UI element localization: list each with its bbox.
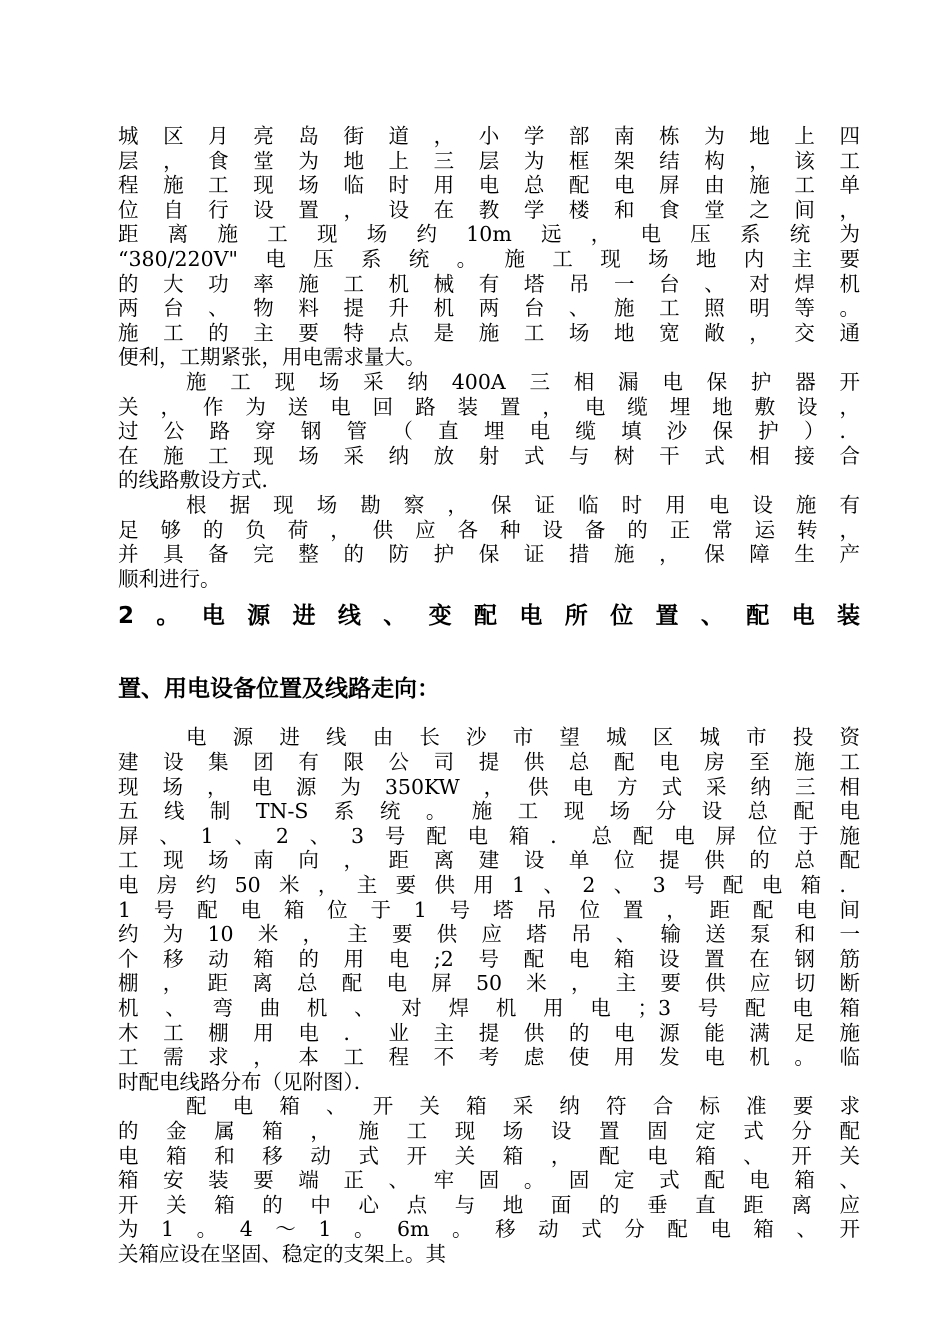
text-line: 施工的主要特点是施工场地宽敞，交通 (118, 320, 860, 345)
text-line: 顺利进行。 (118, 566, 221, 591)
text-line: 电箱和移动式开关箱，配电箱、开关 (118, 1143, 860, 1168)
text-line: 约为10米，主要供应塔吊、输送泵和一 (118, 922, 860, 947)
text-line: 城区月亮岛街道，小学部南栋为地上四 (118, 124, 860, 148)
text-line: 箱安装要端正、牢固。固定式配电箱、 (118, 1168, 860, 1193)
text-line: 关箱应设在坚固、稳定的支架上。其 (118, 1241, 446, 1266)
text-line: 机、弯曲机、对焊机用电；3号配电箱 (118, 996, 860, 1020)
text-line: 距离施工现场约10m远，电压系统为 (118, 222, 860, 247)
text-line: 在施工现场采纳放射式与树干式相接合 (118, 443, 860, 468)
heading-line-1: 2。电源进线、变配电所位置、配电装 (118, 603, 860, 630)
document-body (118, 124, 860, 1267)
text-line: 木工棚用电．业主提供的电源能满足施 (118, 1020, 860, 1045)
text-line: 为1。4～1。6m。移动式分配电箱、开 (118, 1217, 860, 1242)
text-line: 工需求，本工程不考虑使用发电机。临 (118, 1045, 860, 1070)
section-heading (118, 604, 860, 701)
text-line: 时配电线路分布（见附图）． (118, 1069, 375, 1094)
text-line: 个移动箱的用电;2号配电箱设置在钢筋 (118, 946, 860, 971)
text-line: 开关箱的中心点与地面的垂直距离应 (118, 1192, 860, 1217)
text-line: 位自行设置，设在教学楼和食堂之间， (118, 197, 860, 222)
text-line: 的大功率施工机械有塔吊一台、对焊机 (118, 271, 860, 296)
text-line: 1号配电箱位于1号塔吊位置，距配电间 (118, 897, 860, 922)
text-line: 层，食堂为地上三层为框架结构，该工 (118, 148, 860, 173)
text-line: 建设集团有限公司提供总配电房至施工 (118, 750, 860, 775)
text-line: 过公路穿钢管（直埋电缆填沙保护）． (118, 419, 860, 444)
text-line: 根据现场勘察，保证临时用电设施有 (186, 492, 860, 517)
text-line: 棚，距离总配电屏50米，主要供应切断 (118, 971, 860, 996)
text-line: 屏、1、2、3号配电箱．总配电屏位于施 (118, 823, 860, 848)
paragraph-site-overview (118, 124, 860, 370)
text-line: 电房约50米，主要供用1、2、3号配电箱． (118, 873, 860, 898)
text-line: 五线制TN-S系统。施工现场分设总配电 (118, 799, 860, 824)
heading-line-2: 置、用电设备位置及线路走向： (118, 675, 440, 702)
paragraph-power-supply (118, 725, 860, 1094)
text-line: 并具备完整的防护保证措施，保障生产 (118, 542, 860, 567)
text-line: 的金属箱，施工现场设置固定式分配 (118, 1118, 860, 1143)
text-line: 程施工现场临时用电总配电屏由施工单 (118, 173, 860, 198)
text-line: “380/220V"电压系统。施工现场地内主要 (118, 246, 860, 271)
text-line: 的线路敷设方式． (118, 468, 282, 493)
text-line: 配电箱、开关箱采纳符合标准要求 (186, 1094, 860, 1119)
text-line: 足够的负荷，供应各种设备的正常运转， (118, 517, 860, 542)
paragraph-cable-laying (118, 370, 860, 493)
text-line: 现场，电源为350KW，供电方式采纳三相 (118, 774, 860, 799)
paragraph-distribution-boxes (118, 1094, 860, 1266)
text-line: 施工现场采纳400A三相漏电保护器开 (186, 369, 860, 394)
text-line: 两台、物料提升机两台、施工照明等。 (118, 296, 860, 321)
text-line: 电源进线由长沙市望城区城市投资 (186, 725, 860, 750)
text-line: 关，作为送电回路装置，电缆埋地敷设， (118, 394, 860, 419)
paragraph-load-survey (118, 493, 860, 591)
text-line: 便利，工期紧张，用电需求量大。 (118, 345, 426, 370)
text-line: 工现场南向，距离建设单位提供的总配 (118, 848, 860, 873)
